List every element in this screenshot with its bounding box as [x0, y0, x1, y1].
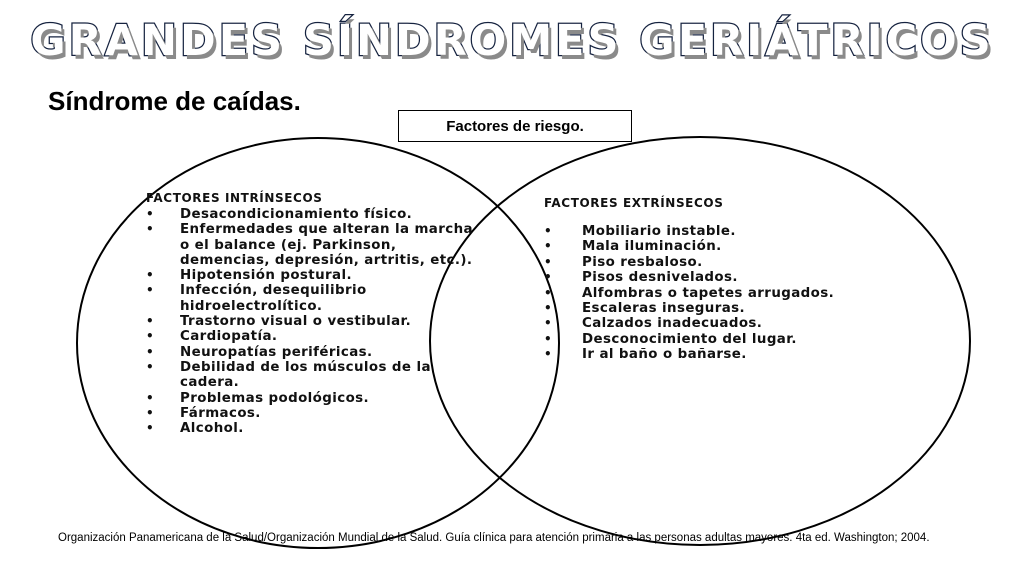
list-item — [544, 255, 864, 270]
list-item-text: Calzados inadecuados. — [582, 316, 763, 332]
bullet-icon: • — [544, 224, 553, 238]
list-item — [146, 345, 476, 360]
list-item-text: Ir al baño o bañarse. — [582, 347, 747, 363]
list-item — [544, 270, 864, 285]
list-item-text: Fármacos. — [180, 405, 261, 421]
list-item — [146, 283, 476, 314]
bullet-icon: • — [146, 268, 155, 283]
bullet-icon: • — [146, 405, 155, 420]
list-item-text: Alcohol. — [180, 421, 244, 437]
list-item-text: Debilidad de los músculos de la cadera. — [180, 359, 431, 391]
intrinsic-factors — [146, 191, 476, 436]
bullet-icon: • — [146, 390, 155, 405]
list-item — [146, 207, 476, 222]
list-item-text: Neuropatías periféricas. — [180, 344, 373, 360]
bullet-icon: • — [146, 222, 155, 237]
bullet-icon: • — [544, 239, 553, 254]
extrinsic-heading: FACTORES EXTRÍNSECOS — [544, 196, 724, 210]
list-item-text: Infección, desequilibrio hidroelectrolítico. — [180, 283, 367, 314]
bullet-icon: • — [544, 285, 553, 300]
list-item-text: Desacondicionamiento físico. — [180, 207, 413, 222]
risk-factors-box — [398, 110, 632, 142]
list-item — [544, 347, 864, 362]
section-subtitle: Síndrome de caídas. — [48, 86, 301, 116]
bullet-icon: • — [146, 329, 155, 344]
list-item — [146, 329, 476, 344]
list-item-text: Trastorno visual o vestibular. — [180, 314, 412, 330]
slide-title: GRANDES SÍNDROMES GERIÁTRICOS — [30, 16, 994, 66]
list-item-text: Problemas podológicos. — [180, 390, 370, 406]
list-item-text: Piso resbaloso. — [582, 254, 703, 270]
list-item-text: Cardiopatía. — [180, 329, 278, 345]
list-item-text: Mala iluminación. — [582, 239, 722, 255]
bullet-icon: • — [146, 421, 155, 436]
intrinsic-list — [146, 207, 476, 436]
list-item-text: Escaleras inseguras. — [582, 301, 746, 317]
list-item — [146, 406, 476, 421]
intrinsic-heading: FACTORES INTRÍNSECOS — [146, 191, 323, 205]
bullet-icon: • — [146, 344, 155, 359]
list-item — [544, 301, 864, 316]
risk-factors-label: Factores de riesgo. — [446, 117, 584, 135]
list-item-text: Pisos desnivelados. — [582, 270, 738, 286]
list-item — [544, 316, 864, 331]
bullet-icon: • — [146, 314, 155, 329]
list-item — [544, 239, 864, 254]
bullet-icon: • — [146, 283, 155, 298]
list-item-text: Hipotensión postural. — [180, 268, 352, 284]
bullet-icon: • — [544, 270, 553, 285]
bullet-icon: • — [544, 254, 553, 269]
bullet-icon: • — [544, 316, 553, 331]
bullet-icon: • — [146, 207, 155, 221]
bullet-icon: • — [544, 347, 553, 362]
list-item — [544, 286, 864, 301]
list-item — [146, 391, 476, 406]
list-item — [146, 314, 476, 329]
list-item-text: Mobiliario instable. — [582, 224, 736, 239]
list-item-text: Enfermedades que alteran la marcha o el balance (ej. Parkinson, demencias, depresión, artritis, etc.). — [180, 222, 473, 268]
list-item — [146, 421, 476, 436]
list-item — [146, 222, 476, 268]
citation: Organización Panamericana de la Salud/Organización Mundial de la Salud. Guía clínica para atención primaria a las personas adultas mayores. 4ta ed. Washington; 2004. — [58, 532, 930, 544]
extrinsic-factors — [544, 196, 864, 363]
list-item-text: Desconocimiento del lugar. — [582, 331, 797, 347]
list-item — [146, 360, 476, 391]
bullet-icon: • — [544, 331, 553, 346]
extrinsic-list — [544, 224, 864, 363]
list-item — [544, 224, 864, 239]
bullet-icon: • — [146, 359, 155, 374]
bullet-icon: • — [544, 301, 553, 316]
list-item — [544, 332, 864, 347]
list-item — [146, 268, 476, 283]
list-item-text: Alfombras o tapetes arrugados. — [582, 285, 835, 301]
